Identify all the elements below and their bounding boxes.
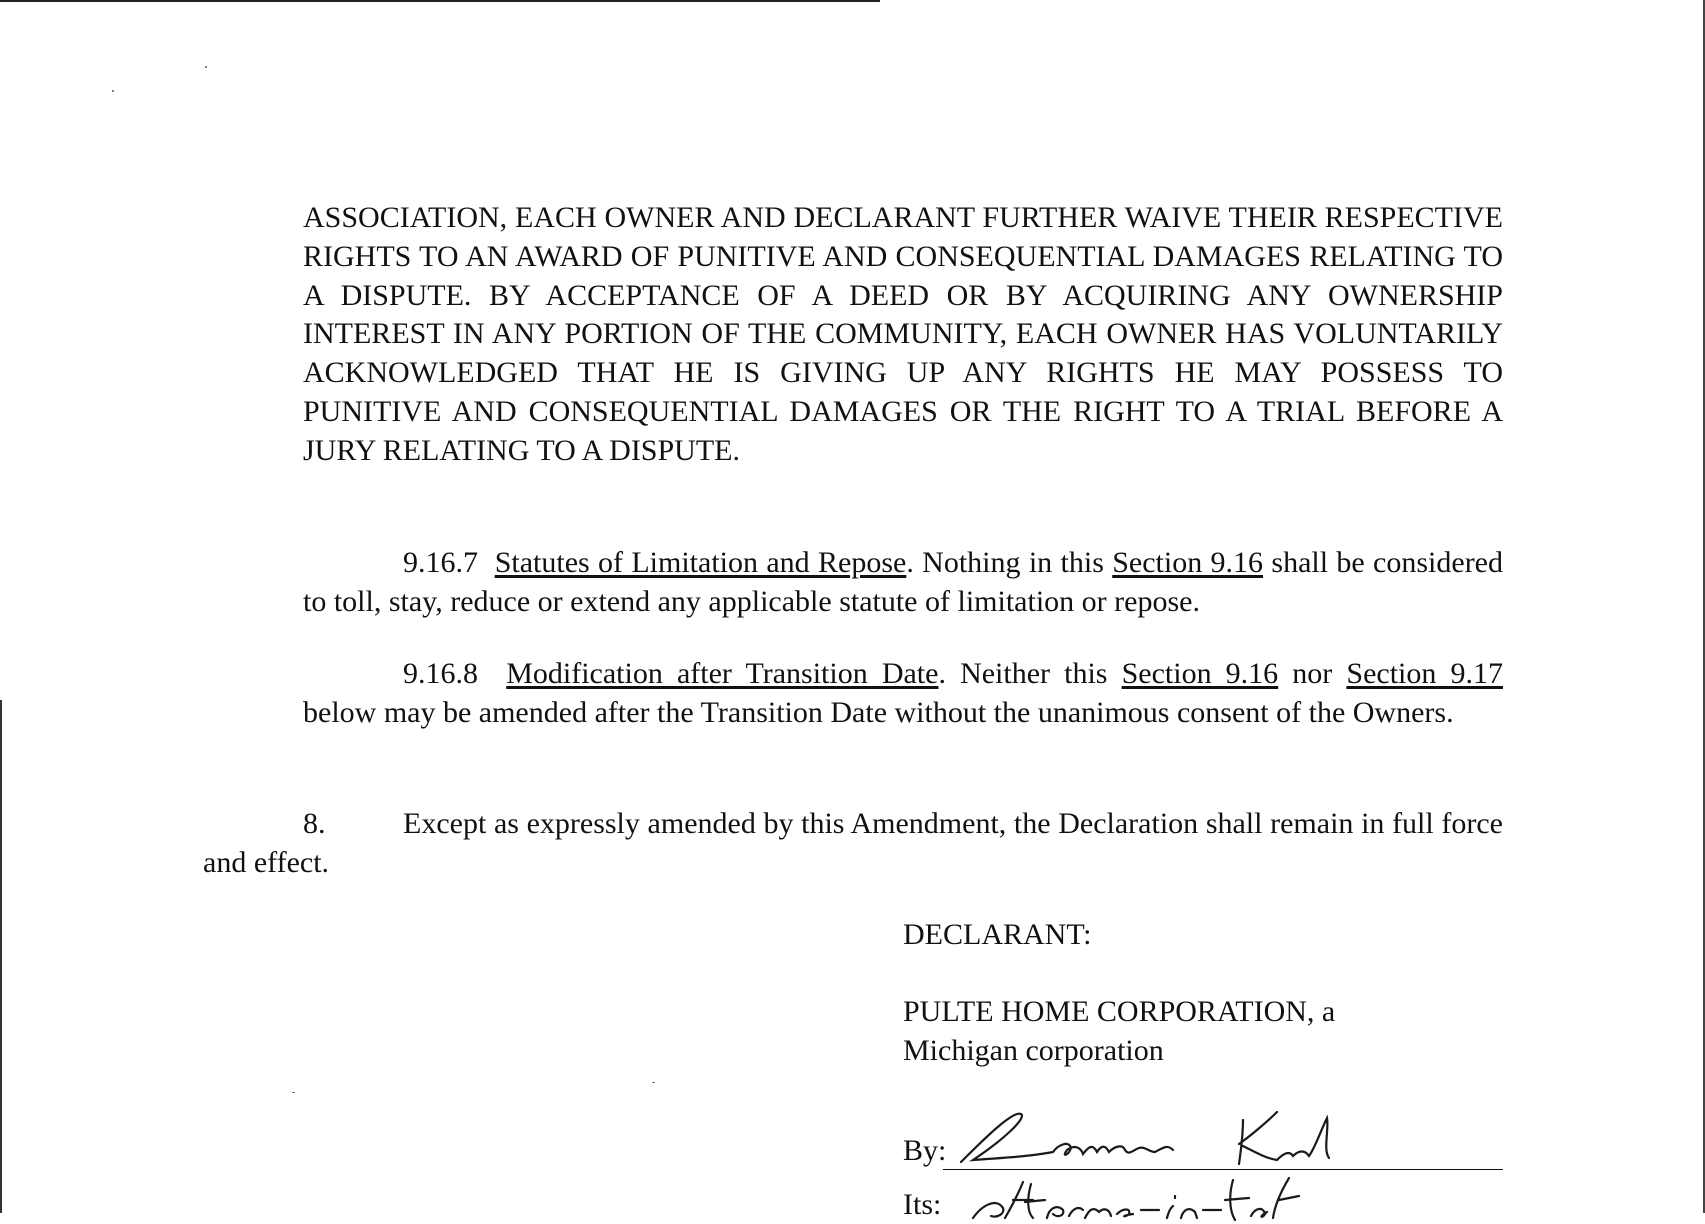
section-text: below may be amended after the Transition Date without the unanimous consent of the Owners. bbox=[303, 695, 1454, 729]
paragraph-number: 8. bbox=[303, 807, 326, 840]
handwritten-title bbox=[953, 1174, 1353, 1224]
section-reference: Section 9.16 bbox=[1121, 657, 1279, 690]
section-text: . Nothing in this bbox=[906, 546, 1113, 579]
title-line bbox=[903, 1180, 1503, 1220]
signature-line bbox=[903, 1110, 1503, 1170]
handwritten-signature bbox=[943, 1100, 1423, 1172]
scan-speck bbox=[652, 1082, 655, 1083]
scan-speck bbox=[205, 66, 207, 68]
paragraph-text: Except as expressly amended by this Amendment, the Declaration shall remain in full force and effect. bbox=[203, 807, 1503, 879]
company-name-block bbox=[903, 993, 1335, 1071]
company-name-line-2: Michigan corporation bbox=[903, 1033, 1164, 1067]
company-name-line-1: PULTE HOME CORPORATION, a bbox=[903, 995, 1336, 1028]
paragraph-8 bbox=[203, 805, 1503, 883]
its-label: Its: bbox=[903, 1188, 942, 1221]
waiver-paragraph: ASSOCIATION, EACH OWNER AND DECLARANT FURTHER WAIVE THEIR RESPECTIVE RIGHTS TO AN AWARD OF PUNITIVE AND CONSEQUENTIAL DAMAGES RELATING TO A DISPUTE. BY ACCEPTANCE OF A DEED OR BY ACQUIRING ANY OWNERSHIP INTEREST IN ANY PORTION OF THE COMMUNITY, EACH OWNER HAS VOLUNTARILY ACKNOWLEDGED THAT HE IS GIVING UP ANY RIGHTS HE MAY POSSESS TO PUNITIVE AND CONSEQUENTIAL DAMAGES OR THE RIGHT TO A TRIAL BEFORE A JURY RELATING TO A DISPUTE. bbox=[303, 201, 1503, 467]
section-text: nor bbox=[1278, 657, 1347, 690]
section-number: 9.16.7 bbox=[403, 546, 478, 579]
top-border-line bbox=[0, 0, 880, 2]
left-scan-edge bbox=[0, 700, 2, 1213]
signature-rule bbox=[943, 1169, 1503, 1171]
section-reference: Section 9.17 bbox=[1346, 657, 1503, 690]
section-reference: Section 9.16 bbox=[1112, 546, 1264, 579]
section-text: . Neither this bbox=[938, 657, 1122, 690]
section-text: shall be considered to toll, stay, reduce or extend any applicable statute of limitation or repose. bbox=[303, 546, 1503, 618]
scan-speck bbox=[112, 90, 114, 92]
by-label: By: bbox=[903, 1134, 947, 1167]
section-number: 9.16.8 bbox=[403, 657, 478, 690]
section-9-16-7-paragraph bbox=[303, 544, 1503, 622]
declarant-label: DECLARANT: bbox=[903, 918, 1092, 951]
scan-speck bbox=[292, 1092, 295, 1093]
section-heading: Statutes of Limitation and Repose bbox=[494, 546, 907, 579]
section-9-16-8-paragraph bbox=[303, 655, 1503, 733]
section-heading: Modification after Transition Date bbox=[506, 657, 939, 690]
